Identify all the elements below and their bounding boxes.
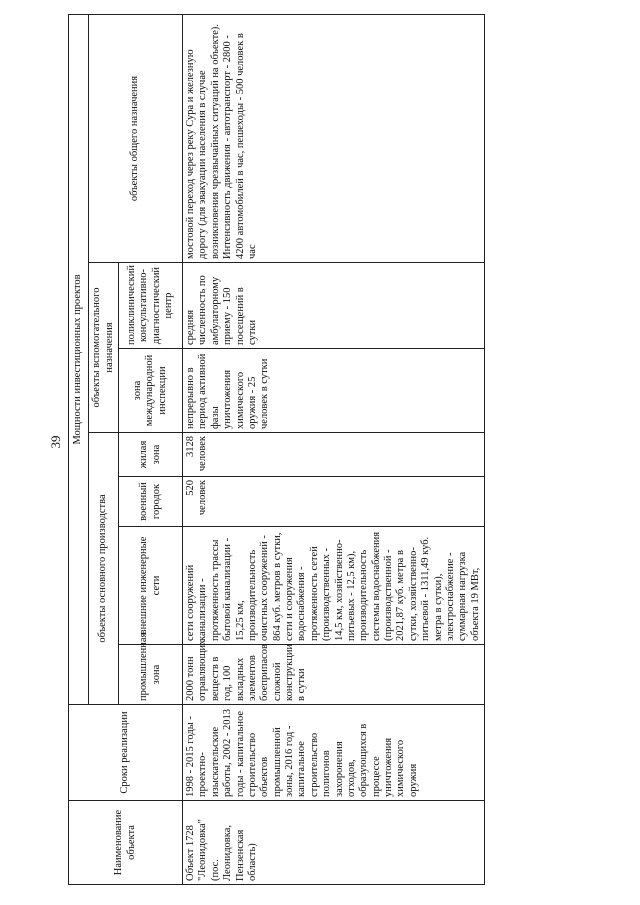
header-capacity: Мощности инвестиционных проектов: [69, 14, 89, 704]
page-number: 39: [48, 435, 63, 449]
cell-inspection-zone: непрерывно в период активной фазы уничтожения химического оружия - 25 человек в сутки: [183, 349, 485, 433]
header-name: Наименование объекта: [69, 801, 183, 885]
header-terms: Сроки реализации: [69, 705, 183, 801]
table-row: [183, 14, 485, 884]
investment-projects-table: [68, 14, 485, 885]
header-general: объекты общего назначения: [89, 14, 183, 262]
header-clinic: поликлинический консультативно-диагностический центр: [119, 263, 183, 349]
rotated-page: [68, 15, 628, 885]
cell-terms: 1998 - 2015 годы - проектно-изыскательские работы, 2002 - 2013 годы - капитальное строительство объектов промышленной зоны, 2016 год - капитальное строительство полигонов захоронения отходов, образующихся в процессе уничтожения химического оружия: [183, 705, 485, 801]
cell-military-town: 520 человек: [183, 477, 485, 527]
header-military-town: военный городок: [119, 477, 183, 527]
header-external-networks: внешние инженерные сети: [119, 527, 183, 645]
cell-industrial-zone: 2000 тонн отравляющих веществ в год, 100 вкладных элементов боеприпасов сложной конструкции в сутки: [183, 645, 485, 705]
cell-external-networks: сети сооружений канализации - протяженность трассы бытовой канализации - 15,25 км, производительность очистных сооружений - 864 куб. метров в сутки, сети и сооружения водоснабжения - протяженность сетей (производственных - 14,5 км, хозяйственно-питьевых - 12,5 км), производительность системы водоснабжения (производственной - 2021,87 куб. метра в сутки, хозяйственно-питьевой - 1311,49 куб. метра в сутки), электроснабжение - суммарная нагрузка объекта 19 МВт,: [183, 527, 485, 645]
header-residential-zone: жилая зона: [119, 433, 183, 477]
cell-name: Объект 1728 "Леонидовка" (пос. Леонидовка, Пензенская область): [183, 801, 485, 885]
cell-clinic: средняя численность по амбулаторному приему - 150 посещений в сутки: [183, 263, 485, 349]
header-auxiliary: объекты вспомогательного назначения: [89, 263, 119, 433]
cell-residential-zone: 3128 человек: [183, 433, 485, 477]
header-industrial-zone: промышленная зона: [119, 645, 183, 705]
cell-general: мостовой переход через реку Сура и железную дорогу (для эвакуации населения в случае возникновения чрезвычайных ситуаций на объекте). Интенсивность движения - автотранспорт - 2800 - 4200 автомобилей в час, пешеходы - 500 человек в час: [183, 14, 485, 262]
header-inspection-zone: зона международной инспекции: [119, 349, 183, 433]
header-main-production: объекты основного производства: [89, 433, 119, 705]
